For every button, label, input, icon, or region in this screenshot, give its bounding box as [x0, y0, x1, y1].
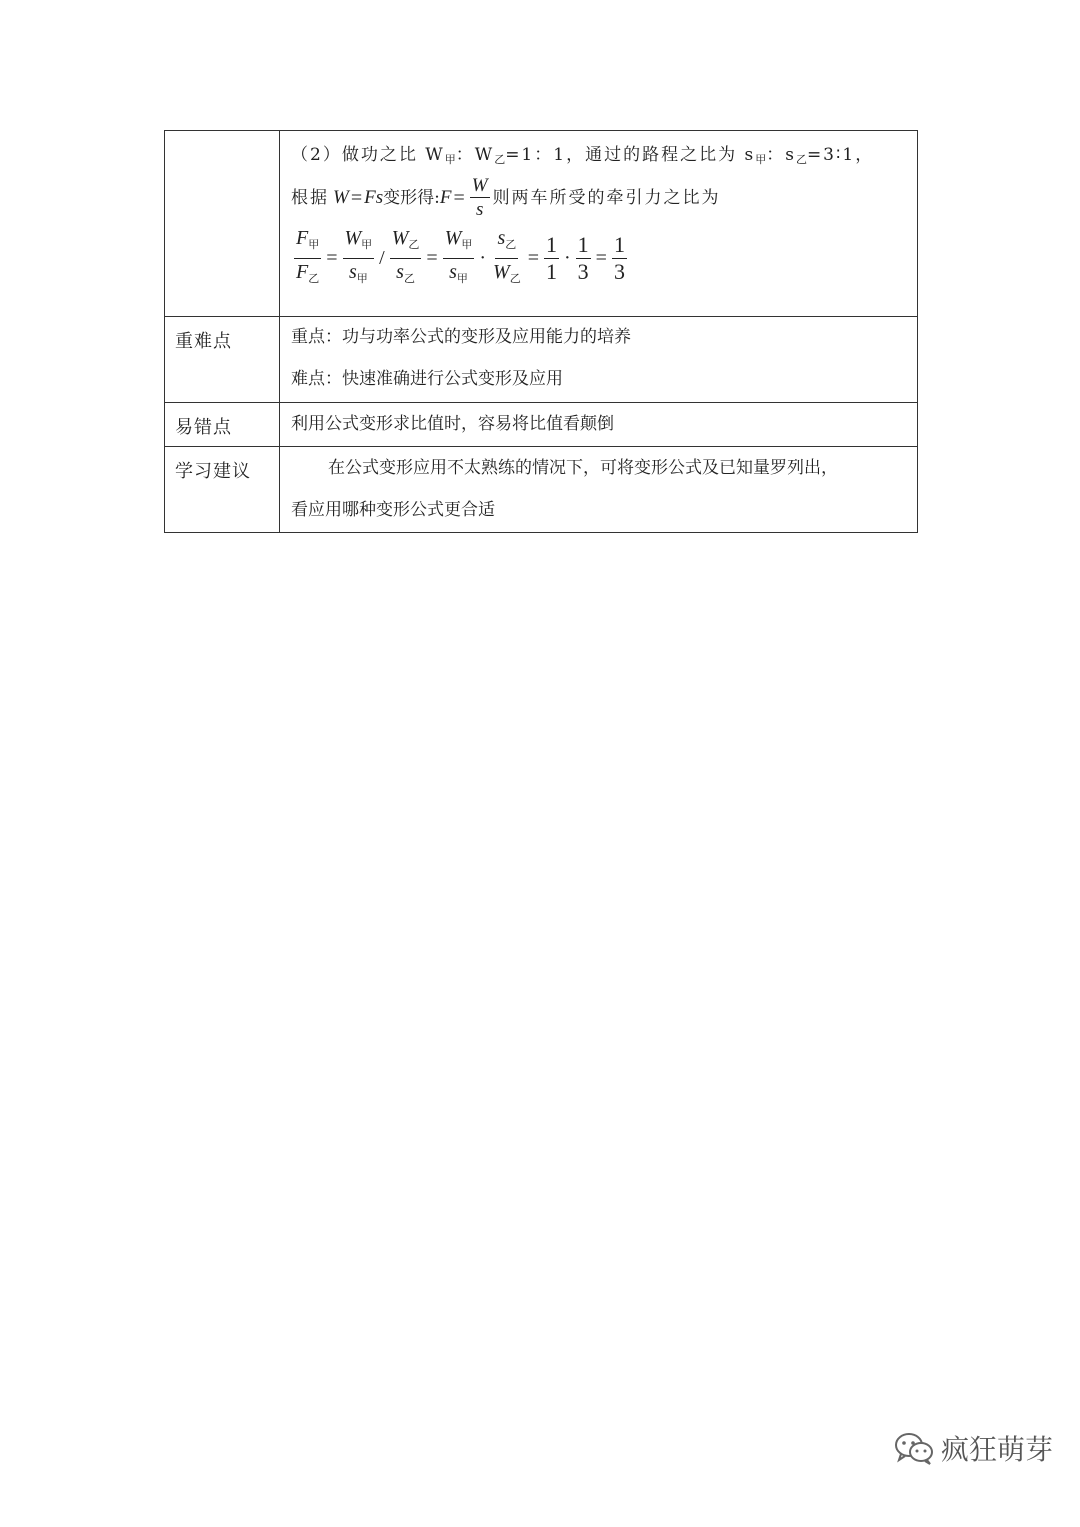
solution-cell	[280, 131, 918, 317]
fraction-one-three: $\frac{1}{3}$	[577, 231, 589, 284]
difficulty-line: 难点：快速准确进行公式变形及应用	[291, 369, 563, 389]
solution-line-ratio-equation: $\frac{F_甲}{F_乙}$ = $\frac{W_甲}{s_甲}$ / $\frac{W_乙}{s_乙}$ = $\frac{W_甲}{s_甲}$ · $\frac{s_乙}{W_乙}$ = $\frac{1}{1}$ · $\frac{1}{3}$ = $\frac{1}{3}$	[291, 225, 907, 291]
fraction-w-s-yi: $\frac{W_乙}{s_乙}$	[391, 226, 420, 285]
fraction-s-w-yi: $\frac{s_乙}{W_乙}$	[493, 226, 521, 285]
error-prone-cell	[280, 403, 918, 447]
fraction-w-over-s: $\frac{W}{s}$	[471, 174, 488, 220]
study-advice-line-2: 看应用哪种变形公式更合适	[291, 500, 495, 520]
watermark	[893, 1428, 1053, 1468]
row-label-key-points: 重难点	[165, 317, 280, 403]
solution-line-ratio: （2）做功之比 $W_甲$：$W_乙=1$：1，通过的路程之比为 $s_甲$：$s_乙=3∶1$，	[291, 145, 875, 166]
fraction-result: $\frac{1}{3}$	[613, 231, 625, 284]
wechat-icon	[893, 1431, 935, 1465]
study-advice-line-1: 在公式变形应用不太熟练的情况下，可将变形公式及已知量罗列出，	[328, 458, 838, 478]
watermark-text: 疯狂萌芽	[941, 1433, 1054, 1466]
table-row-study-advice	[165, 447, 918, 533]
key-point-line: 重点：功与功率公式的变形及应用能力的培养	[291, 327, 631, 347]
table-row-error-prone	[165, 403, 918, 447]
key-points-cell	[280, 317, 918, 403]
fraction-f-ratio: $\frac{F_甲}{F_乙}$	[296, 226, 320, 285]
table-row-solution	[165, 131, 918, 317]
fraction-one-one: $\frac{1}{1}$	[545, 231, 557, 284]
fraction-w-s-jia-2: $\frac{W_甲}{s_甲}$	[444, 226, 473, 285]
study-advice-cell	[280, 447, 918, 533]
row-label-error-prone: 易错点	[165, 403, 280, 447]
solution-line-formula: 根据 W = Fs 变形得: F = $\frac{W}{s}$ 则两车所受的牵引力之比为	[291, 174, 721, 220]
fraction-w-s-jia: $\frac{W_甲}{s_甲}$	[344, 226, 373, 285]
row-label-empty	[165, 131, 280, 317]
table-row-key-points	[165, 317, 918, 403]
row-label-study-advice: 学习建议	[165, 447, 280, 533]
error-prone-line: 利用公式变形求比值时，容易将比值看颠倒	[291, 414, 614, 434]
content-table	[164, 130, 918, 533]
